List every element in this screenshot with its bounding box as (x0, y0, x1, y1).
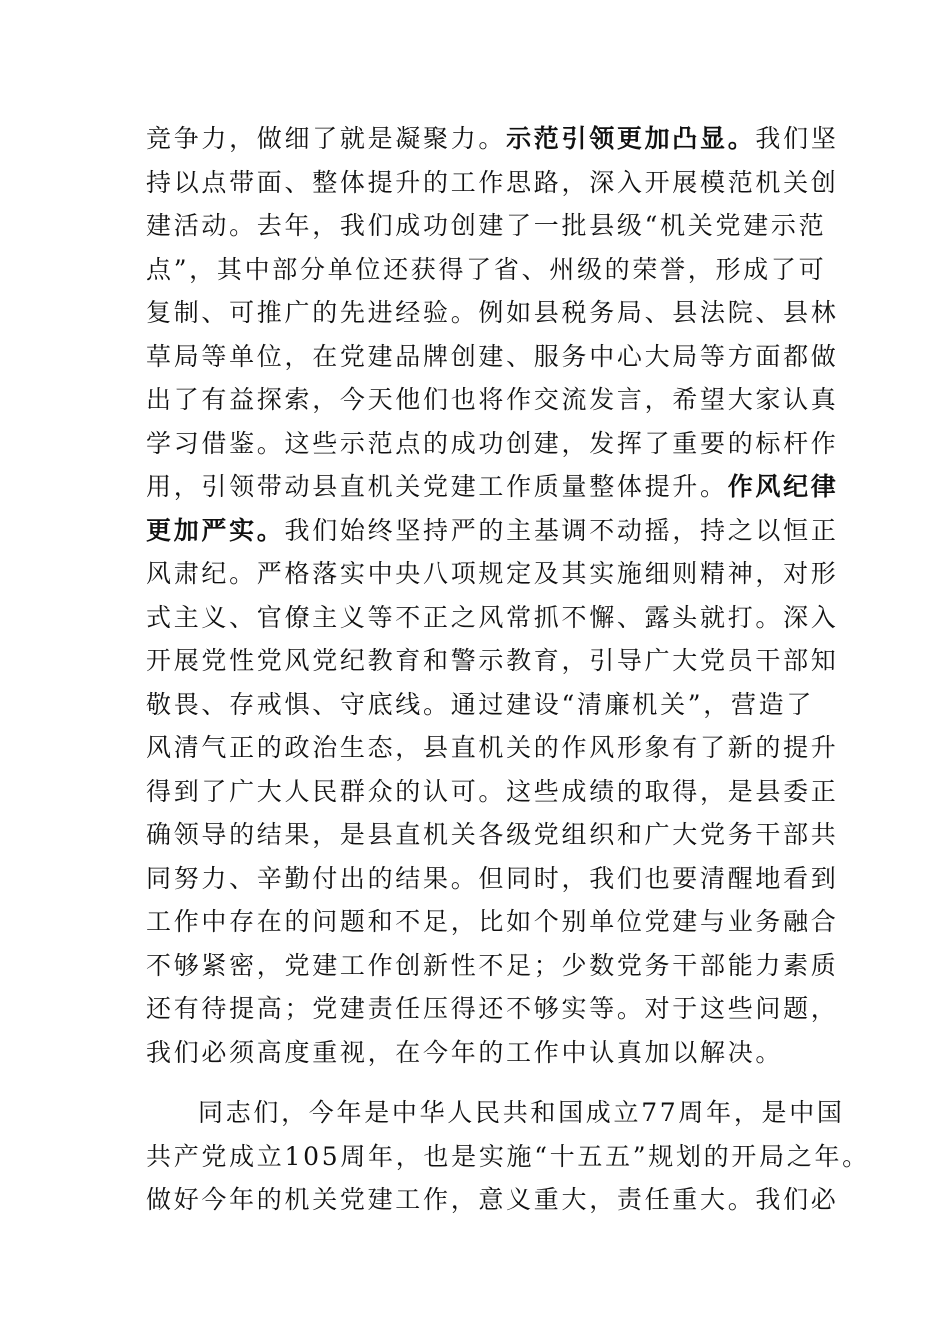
text-run: 我们坚 (755, 124, 839, 153)
text-line: 开展党性党风党纪教育和警示教育，引导广大党员干部知 (146, 646, 839, 675)
text-line: 式主义、官僚主义等不正之风常抓不懈、露头就打。深入 (146, 602, 839, 632)
text-run: 我们始终坚持严的主基调不动摇，持之以恒正 (284, 515, 839, 545)
text-line: 持以点带面、整体提升的工作思路，深入开展模范机关创 (146, 167, 839, 197)
text-line (146, 509, 839, 553)
text-line: 确领导的结果，是县直机关各级党组织和广大党务干部共 (146, 820, 839, 849)
heading-demonstration-lead: 示范引领更加凸显。 (506, 124, 756, 153)
text-line: 风肃纪。严格落实中央八项规定及其实施细则精神，对形 (146, 559, 839, 588)
text-line: 不够紧密，党建工作创新性不足；少数党务干部能力素质 (146, 950, 839, 980)
text-line: 工作中存在的问题和不足，比如个别单位党建与业务融合 (146, 907, 839, 936)
text-line: 做好今年的机关党建工作，意义重大，责任重大。我们必 (146, 1185, 839, 1214)
text-line: 出了有益探索，今天他们也将作交流发言，希望大家认真 (146, 385, 839, 414)
heading-discipline-part2: 更加严实。 (146, 515, 285, 545)
text-line: 草局等单位，在党建品牌创建、服务中心大局等方面都做 (146, 341, 839, 371)
text-line: 共产党成立105周年，也是实施“十五五”规划的开局之年。 (146, 1141, 870, 1171)
paragraph-2 (146, 1091, 870, 1222)
text-line: 同志们，今年是中华人民共和国成立77周年，是中国 (198, 1098, 845, 1127)
text-line: 点”，其中部分单位还获得了省、州级的荣誉，形成了可 (146, 254, 827, 284)
text-line: 同努力、辛勤付出的结果。但同时，我们也要清醒地看到 (146, 863, 839, 893)
text-line: 学习借鉴。这些示范点的成功创建，发挥了重要的标杆作 (146, 428, 839, 458)
text-run: 用，引领带动县直机关党建工作质量整体提升。 (146, 472, 728, 501)
text-line: 还有待提高；党建责任压得还不够实等。对于这些问题， (146, 994, 839, 1023)
text-line (146, 465, 839, 509)
text-line: 敬畏、存戒惧、守底线。通过建设“清廉机关”，营造了 (146, 689, 815, 719)
heading-discipline-part1: 作风纪律 (727, 472, 839, 501)
text-line: 建活动。去年，我们成功创建了一批县级“机关党建示范 (146, 211, 827, 240)
text-run: 竞争力，做细了就是凝聚力。 (146, 124, 507, 153)
paragraph-1 (146, 117, 839, 1074)
text-line (146, 117, 839, 161)
text-line: 我们必须高度重视，在今年的工作中认真加以解决。 (146, 1037, 784, 1067)
text-line: 得到了广大人民群众的认可。这些成绩的取得，是县委正 (146, 776, 839, 806)
text-line: 复制、可推广的先进经验。例如县税务局、县法院、县林 (146, 298, 839, 327)
text-line: 风清气正的政治生态，县直机关的作风形象有了新的提升 (146, 733, 839, 762)
